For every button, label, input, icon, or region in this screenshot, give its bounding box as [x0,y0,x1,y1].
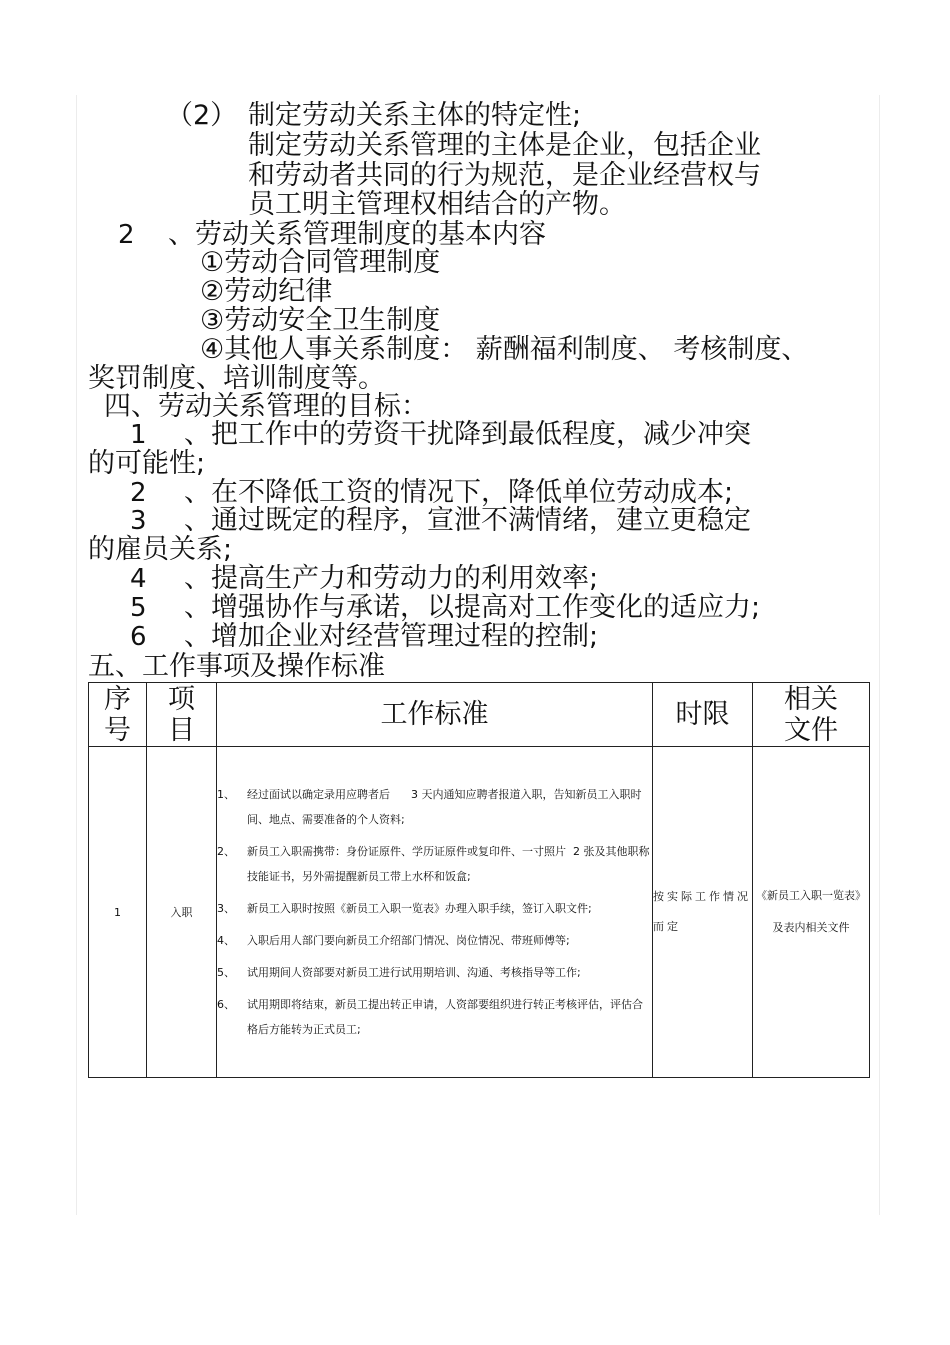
goal-number: 4 [130,564,147,594]
header-files-bottom: 文件 [784,714,838,746]
header-limit: 时限 [653,683,753,747]
step-number: 3、 [217,902,235,915]
goal-text: 、在不降低工资的情况下，降低单位劳动成本; [184,477,734,508]
cell-limit: 按实际工作情况而定 [653,747,753,1078]
step-text: 新员工入职时按照《新员工入职一览表》办理入职手续，签订入职文件; [247,902,592,915]
step-text: 试用期间人资部要对新员工进行试用期培训、沟通、考核指导等工作; [247,966,581,979]
item-body-line: 员工明主管理权相结合的产物。 [248,189,626,220]
cell-files: 《新员工入职一览表》及表内相关文件 [753,747,870,1078]
goals-heading: 四、劳动关系管理的目标： [104,391,428,422]
content-intro-number: 2 [118,220,135,250]
goal-text: 、把工作中的劳资干扰降到最低程度，减少冲突 [184,419,751,450]
cell-steps [217,747,653,1078]
step-item [217,782,652,832]
goal-number: 2 [130,478,147,508]
content-list-item: ②劳动纪律 [200,276,333,307]
step-item [217,992,652,1042]
header-item-top: 项 [168,683,195,715]
item-heading: 制定劳动关系主体的特定性; [248,100,582,131]
work-standard-table [88,682,870,1078]
content-list-item: ③劳动安全卫生制度 [200,305,441,336]
content-intro-text: 、劳动关系管理制度的基本内容 [168,219,546,250]
goal-number: 3 [130,506,147,536]
table-header-row [89,683,870,747]
step-item [217,896,652,921]
step-number: 1、 [217,788,235,801]
goal-text-cont: 的雇员关系; [88,534,233,565]
step-number: 6、 [217,998,235,1011]
header-seq-top: 序 [104,683,131,715]
goal-text-cont: 的可能性; [88,448,206,479]
goal-text: 、提高生产力和劳动力的利用效率; [184,563,599,594]
header-item-bottom: 目 [168,714,195,746]
step-text: 经过面试以确定录用应聘者后 3 天内通知应聘者报道入职，告知新员工入职时间、地点、需要准备的个人资料; [247,788,642,826]
goal-number: 1 [130,420,147,450]
content-list-item-cont: 奖罚制度、培训制度等。 [88,363,385,394]
cell-seq: 1 [89,747,147,1078]
step-number: 2、 [217,845,235,858]
goal-text: 、通过既定的程序，宣泄不满情绪，建立更稳定 [184,505,751,536]
page-edge-left [76,95,77,1215]
goal-number: 6 [130,622,147,652]
goal-text: 、增强协作与承诺，以提高对工作变化的适应力; [184,592,761,623]
step-text: 入职后用人部门要向新员工介绍部门情况、岗位情况、带班师傅等; [247,934,570,947]
header-files [753,683,870,747]
header-files-top: 相关 [784,683,838,715]
goal-number: 5 [130,593,147,623]
page-edge-right [879,95,880,1215]
header-seq [89,683,147,747]
header-standard: 工作标准 [217,683,653,747]
header-item [147,683,217,747]
item-body-line: 和劳动者共同的行为规范，是企业经营权与 [248,160,761,191]
step-item [217,960,652,985]
step-text: 新员工入职需携带：身份证原件、学历证原件或复印件、一寸照片 2 张及其他职称技能证书，另外需提醒新员工带上水杯和饭盒; [247,845,650,883]
cell-item: 入职 [147,747,217,1078]
step-number: 4、 [217,934,235,947]
header-seq-bottom: 号 [104,714,131,746]
goal-text: 、增加企业对经营管理过程的控制; [184,621,599,652]
step-item [217,839,652,889]
step-text: 试用期即将结束，新员工提出转正申请，人资部要组织进行转正考核评估，评估合格后方能转为正式员工; [247,998,643,1036]
content-list-item: ①劳动合同管理制度 [200,247,441,278]
content-list-item: ④其他人事关系制度： 薪酬福利制度、 考核制度、 [200,334,809,365]
step-item [217,928,652,953]
item-body-line: 制定劳动关系管理的主体是企业，包括企业 [248,130,761,161]
step-number: 5、 [217,966,235,979]
item-marker: （2） [166,100,238,131]
section-five-heading: 五、工作事项及操作标准 [88,651,385,682]
table-row [89,747,870,1078]
